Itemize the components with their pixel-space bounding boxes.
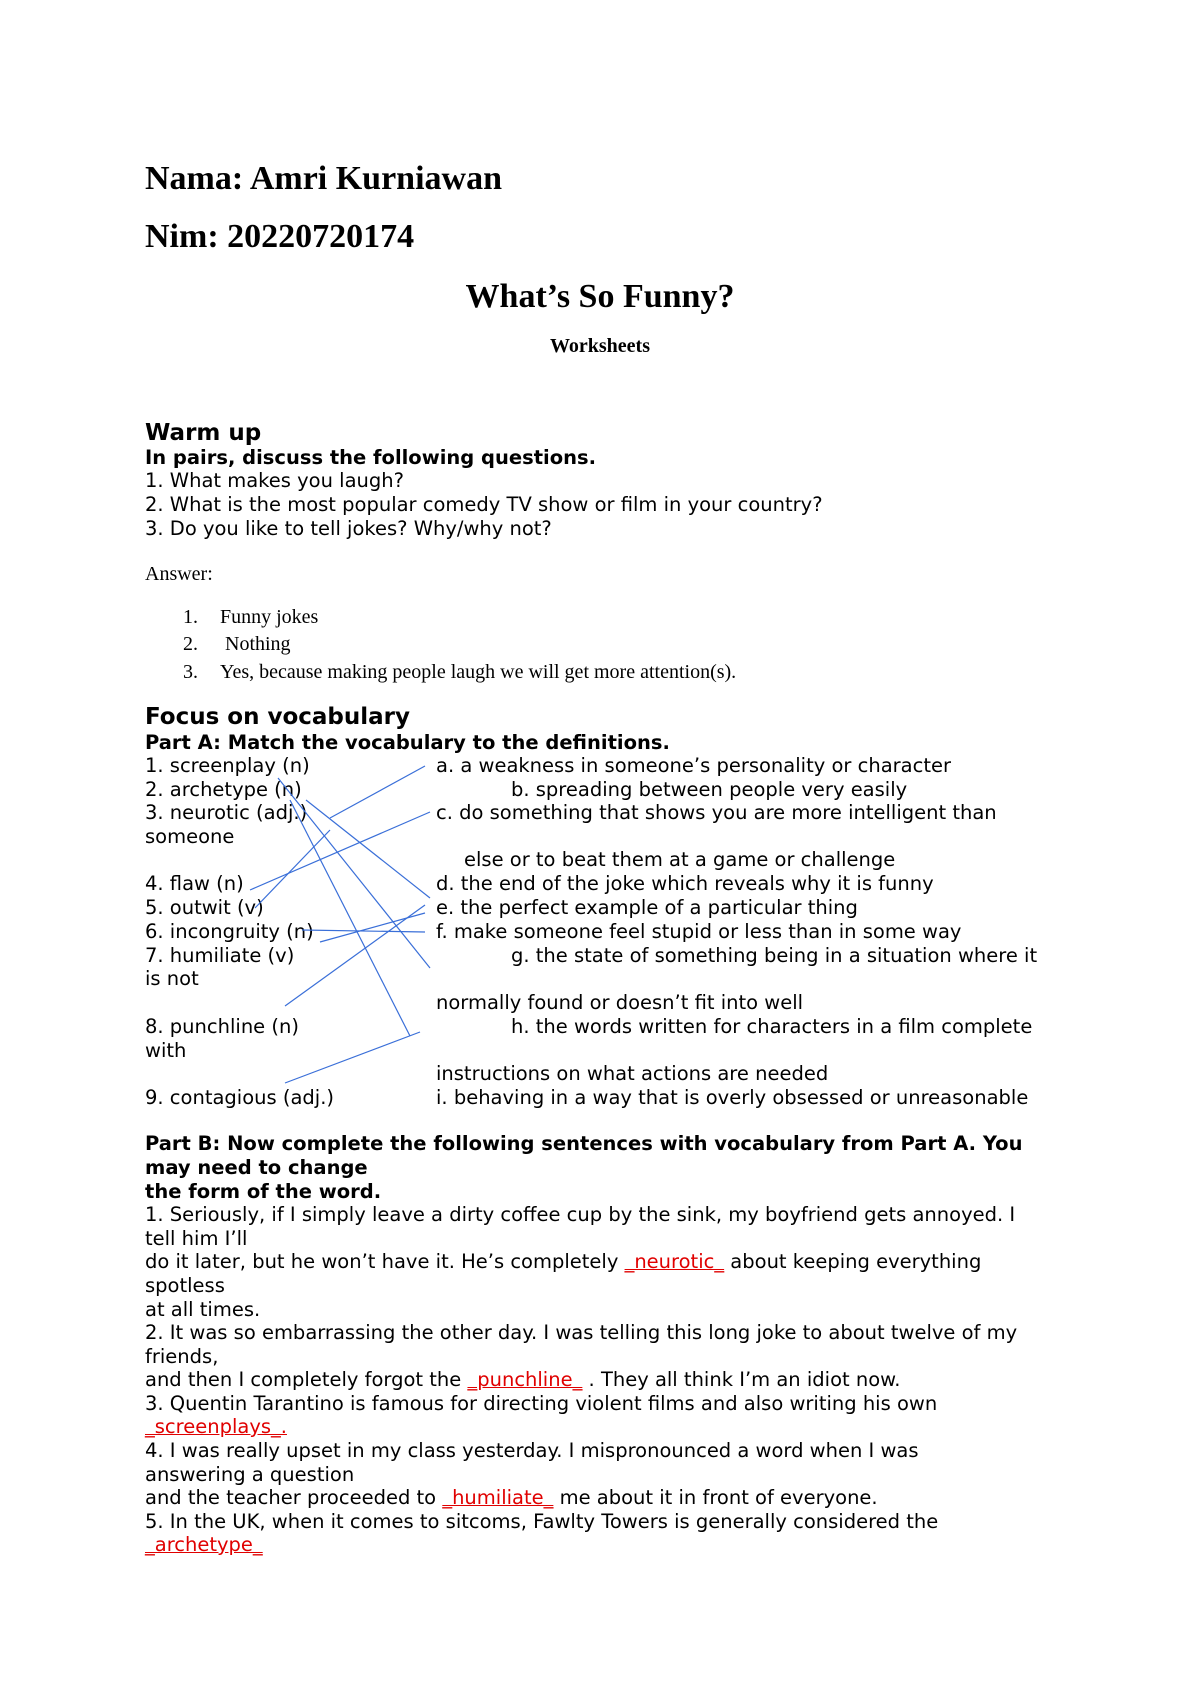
definition-g-wrap: normally found or doesn’t fit into well [436, 991, 804, 1014]
sentence-4-line-1: 4. I was really upset in my class yesterday. I mispronounced a word when I was [145, 1439, 919, 1462]
definition-g: g. the state of something being in a situation where it [511, 944, 1038, 967]
sentence-1-pre: do it later, but he won’t have it. He’s completely [145, 1250, 625, 1273]
partB-heading-3: the form of the word. [145, 1180, 382, 1203]
match-line-9 [285, 905, 425, 1006]
vocab-heading: Focus on vocabulary [145, 704, 410, 730]
vocab-word-3: 3. neurotic (adj.) [145, 801, 308, 824]
answer-text-3: Yes, because making people laugh we will get more attention(s). [220, 661, 737, 683]
sentence-1-line-3 [145, 1250, 981, 1273]
answer-punchline: _punchline_ [467, 1368, 583, 1391]
sentence-4-line-2: answering a question [145, 1463, 355, 1486]
sentence-2-line-3 [145, 1368, 901, 1391]
match-line-4 [330, 766, 425, 818]
match-line-6 [255, 830, 330, 908]
vocab-word-9: 9. contagious (adj.) [145, 1086, 335, 1109]
student-name: Nama: Amri Kurniawan [145, 160, 502, 197]
warmup-heading: Warm up [145, 420, 262, 446]
sentence-4-post: me about it in front of everyone. [553, 1486, 878, 1509]
vocab-word-5: 5. outwit (v) [145, 896, 264, 919]
warmup-question-2: 2. What is the most popular comedy TV show or film in your country? [145, 493, 823, 516]
warmup-question-1: 1. What makes you laugh? [145, 469, 404, 492]
match-line-3 [306, 800, 430, 898]
definition-i: i. behaving in a way that is overly obsessed or unreasonable [436, 1086, 1029, 1109]
answer-text-2: Nothing [225, 633, 291, 655]
vocab-word-1: 1. screenplay (n) [145, 754, 310, 777]
sentence-2-line-1: 2. It was so embarrassing the other day. I was telling this long joke to about twelve of my [145, 1321, 1018, 1344]
definition-e: e. the perfect example of a particular thing [436, 896, 858, 919]
sentence-2-line-2: friends, [145, 1345, 219, 1368]
vocab-word-4: 4. flaw (n) [145, 872, 244, 895]
partA-instruction: Part A: Match the vocabulary to the definitions. [145, 731, 670, 754]
definition-a: a. a weakness in someone’s personality or character [436, 754, 951, 777]
definition-c: c. do something that shows you are more intelligent than [436, 801, 997, 824]
sentence-4-line-3 [145, 1486, 878, 1509]
vocab-word-8: 8. punchline (n) [145, 1015, 299, 1038]
warmup-instruction: In pairs, discuss the following questions. [145, 446, 597, 469]
definition-b: b. spreading between people very easily [511, 778, 908, 801]
sentence-1-post: about keeping everything [724, 1250, 982, 1273]
vocab-word-7: 7. humiliate (v) [145, 944, 295, 967]
answer-num-3: 3. [183, 661, 198, 683]
partB-heading-2: may need to change [145, 1156, 368, 1179]
definition-f: f. make someone feel stupid or less than in some way [436, 920, 962, 943]
answer-screenplays: _screenplays_. [145, 1415, 287, 1438]
page-title: What’s So Funny? [465, 278, 735, 315]
sentence-4-pre: and the teacher proceeded to [145, 1486, 443, 1509]
warmup-question-3: 3. Do you like to tell jokes? Why/why not? [145, 517, 552, 540]
match-line-5 [250, 812, 430, 890]
definition-h-wrap: instructions on what actions are needed [436, 1062, 829, 1085]
sentence-1-line-5: at all times. [145, 1298, 261, 1321]
vocab-word-3-wrap: someone [145, 825, 235, 848]
vocab-word-8-wrap: with [145, 1039, 187, 1062]
definition-c-wrap: else or to beat them at a game or challenge [464, 848, 896, 871]
sentence-2-post: . They all think I’m an idiot now. [582, 1368, 901, 1391]
sentence-1-line-2: tell him I’ll [145, 1227, 248, 1250]
answer-archetype: _archetype_ [145, 1533, 263, 1556]
student-nim: Nim: 20220720174 [145, 218, 415, 255]
sentence-1-line-1: 1. Seriously, if I simply leave a dirty coffee cup by the sink, my boyfriend gets annoyed. I [145, 1203, 1016, 1226]
page-subtitle: Worksheets [550, 335, 650, 357]
partB-heading-1: Part B: Now complete the following sentences with vocabulary from Part A. You [145, 1132, 1023, 1155]
answer-num-2: 2. [183, 633, 198, 655]
definition-h: h. the words written for characters in a film complete [511, 1015, 1033, 1038]
vocab-word-6: 6. incongruity (n) [145, 920, 314, 943]
definition-d: d. the end of the joke which reveals why it is funny [436, 872, 934, 895]
answer-humiliate: _humiliate_ [442, 1486, 554, 1509]
match-line-10 [285, 1032, 420, 1083]
answer-num-1: 1. [183, 606, 198, 628]
match-line-8 [320, 913, 425, 942]
answer-label: Answer: [145, 563, 213, 585]
sentence-5-line-1: 5. In the UK, when it comes to sitcoms, Fawlty Towers is generally considered the [145, 1510, 939, 1533]
answer-neurotic: _neurotic_ [624, 1250, 725, 1273]
vocab-word-2: 2. archetype (n) [145, 778, 302, 801]
sentence-3-line-1: 3. Quentin Tarantino is famous for directing violent films and also writing his own [145, 1392, 938, 1415]
sentence-2-pre: and then I completely forgot the [145, 1368, 468, 1391]
sentence-1-line-4: spotless [145, 1274, 225, 1297]
answer-text-1: Funny jokes [220, 606, 319, 628]
vocab-word-7-wrap: is not [145, 967, 199, 990]
match-line-1 [278, 778, 430, 968]
